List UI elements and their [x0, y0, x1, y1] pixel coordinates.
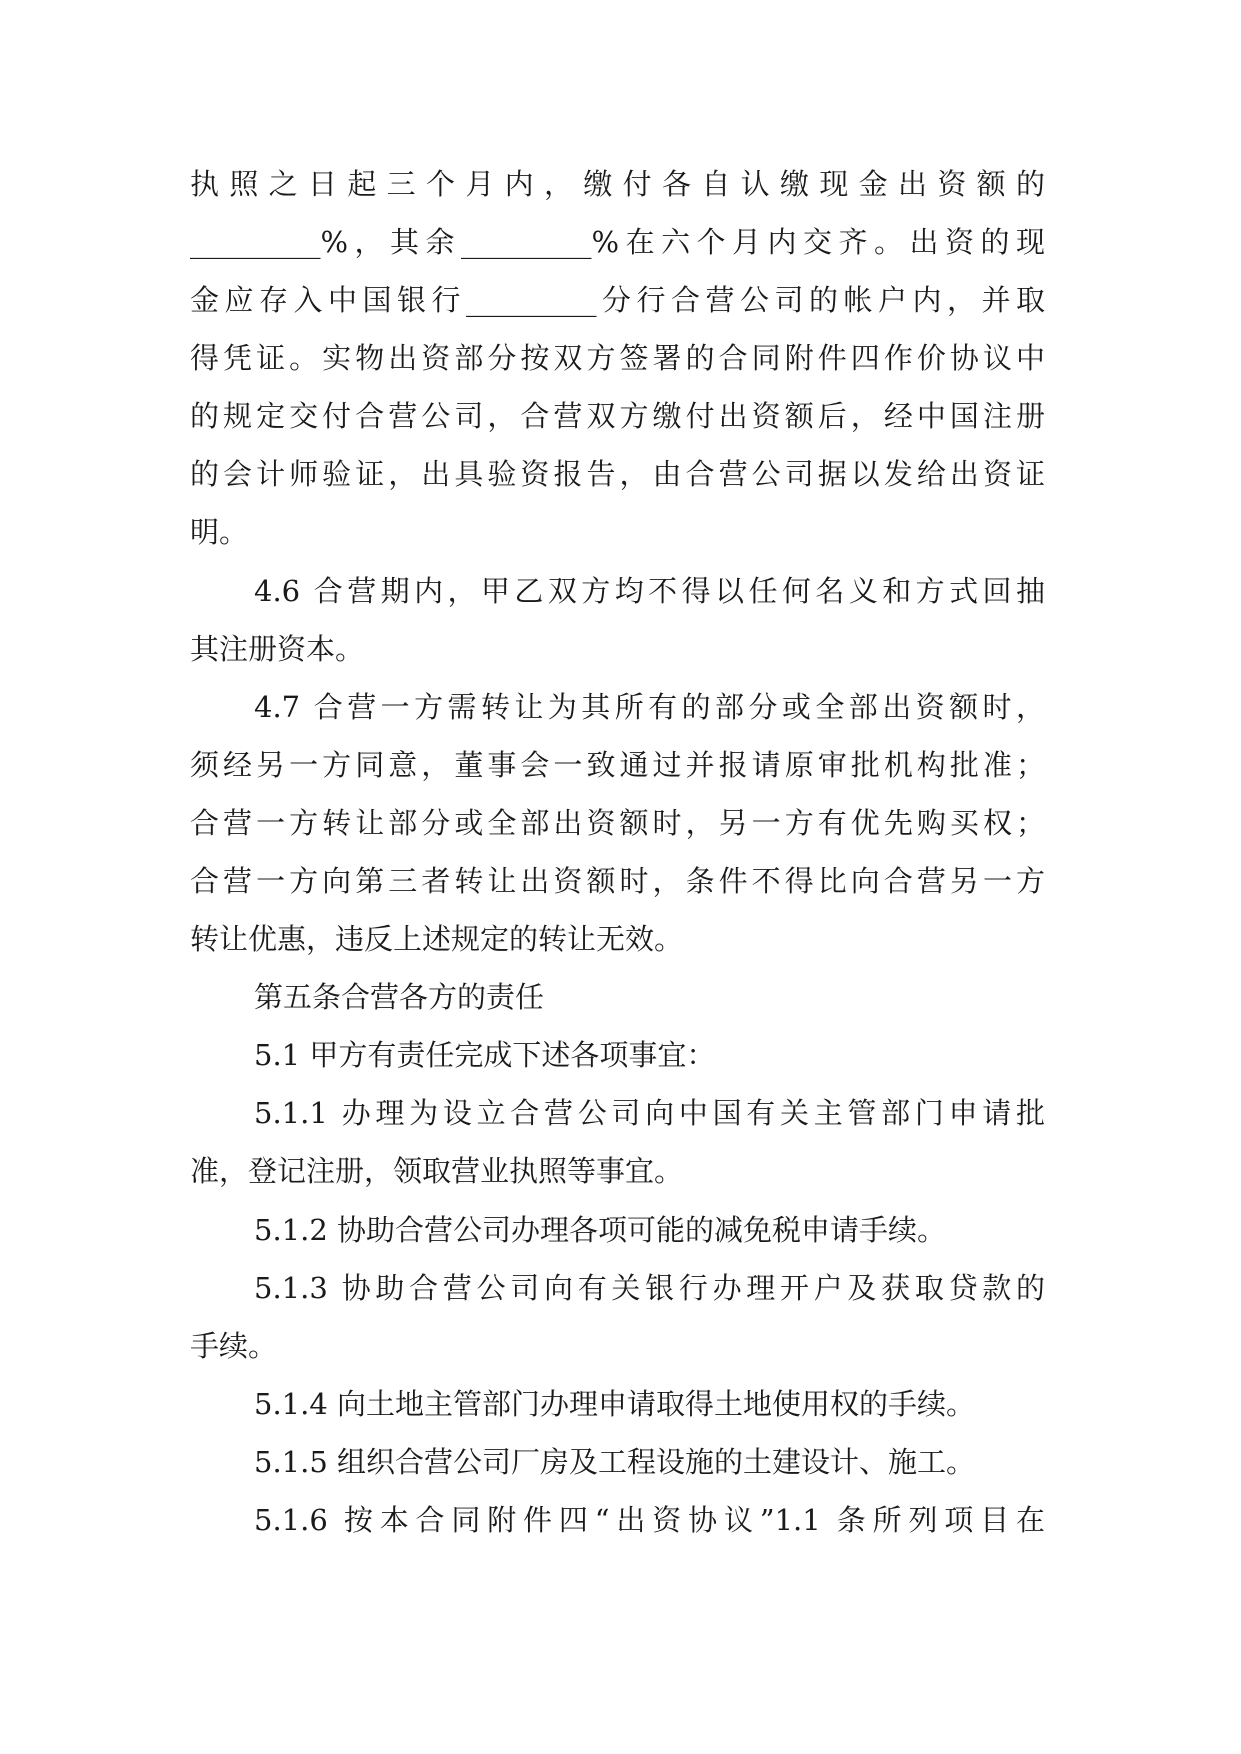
text-line-14: 转让优惠，违反上述规定的转让无效。 [190, 922, 684, 956]
clause-5-1-1: 5.1.1 办理为设立合营公司向中国有关主管部门申请批 [254, 1096, 1045, 1130]
text-line-21: 手续。 [190, 1329, 278, 1363]
clause-5-1: 5.1 甲方有责任完成下述各项事宜： [254, 1038, 716, 1072]
text-line-7: 明。 [190, 515, 249, 549]
text-line-12: 合营一方转让部分或全部出资额时，另一方有优先购买权； [190, 806, 1045, 840]
text-line-18: 准，登记注册，领取营业执照等事宜。 [190, 1154, 684, 1188]
text-line-2: _________%，其余_________%在六个月内交齐。出资的现 [190, 225, 1045, 259]
clause-4-6: 4.6 合营期内，甲乙双方均不得以任何名义和方式回抽 [254, 574, 1045, 608]
clause-5-1-3: 5.1.3 协助合营公司向有关银行办理开户及获取贷款的 [254, 1271, 1045, 1305]
text-line-1: 执照之日起三个月内，缴付各自认缴现金出资额的 [190, 167, 1045, 201]
clause-5-1-6: 5.1.6 按本合同附件四“出资协议”1.1 条所列项目在 [254, 1503, 1045, 1537]
text-line-4: 得凭证。实物出资部分按双方签署的合同附件四作价协议中 [190, 341, 1045, 375]
clause-5-1-2: 5.1.2 协助合营公司办理各项可能的减免税申请手续。 [254, 1213, 947, 1247]
article-5-heading: 第五条合营各方的责任 [254, 980, 545, 1014]
clause-5-1-4: 5.1.4 向土地主管部门办理申请取得土地使用权的手续。 [254, 1387, 976, 1421]
text-line-5: 的规定交付合营公司，合营双方缴付出资额后，经中国注册 [190, 399, 1045, 433]
clause-5-1-5: 5.1.5 组织合营公司厂房及工程设施的土建设计、施工。 [254, 1445, 976, 1479]
text-line-11: 须经另一方同意，董事会一致通过并报请原审批机构批准； [190, 748, 1045, 782]
clause-4-7: 4.7 合营一方需转让为其所有的部分或全部出资额时， [254, 690, 1045, 724]
text-line-3: 金应存入中国银行_________分行合营公司的帐户内，并取 [190, 283, 1045, 317]
text-line-6: 的会计师验证，出具验资报告，由合营公司据以发给出资证 [190, 457, 1045, 491]
text-line-9: 其注册资本。 [190, 632, 365, 666]
text-line-13: 合营一方向第三者转让出资额时，条件不得比向合营另一方 [190, 864, 1045, 898]
